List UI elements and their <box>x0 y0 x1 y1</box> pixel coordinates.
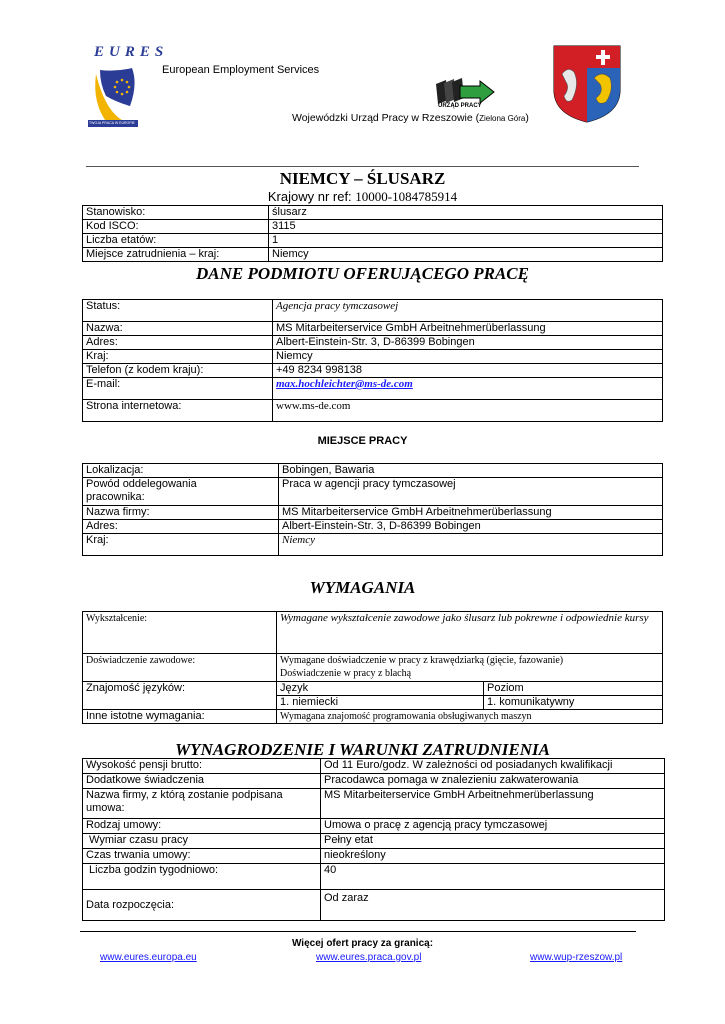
signing-label-line2: umowa: <box>86 802 125 814</box>
conditions-row-start <box>83 890 665 921</box>
workplace-row-country <box>83 534 663 556</box>
conditions-row-duration <box>83 849 665 864</box>
footer-more-offers: Więcej ofert pracy za granicą: <box>291 938 434 949</box>
regional-office-end: ) <box>525 112 529 124</box>
workplace-row-reason <box>83 478 663 506</box>
reason-label-line1: Powód oddelegowania <box>86 478 197 490</box>
employer-row-status <box>83 300 663 322</box>
urzad-pracy-logo <box>430 78 496 112</box>
regional-office-name: Wojewódzki Urząd Pracy w Rzeszowie ( <box>292 112 480 124</box>
contract-type-value: Umowa o pracę z agencją pracy tymczasowej <box>321 819 665 834</box>
phone-value: +49 8234 998138 <box>273 364 663 378</box>
header-divider <box>86 166 639 167</box>
employer-row-country <box>83 350 663 364</box>
experience-line2: Doświadczenie w pracy z blachą <box>280 668 412 679</box>
summary-row <box>83 248 663 262</box>
employer-row-name <box>83 322 663 336</box>
status-label: Status: <box>83 300 273 322</box>
education-value: Wymagane wykształcenie zawodowe jako ślusarz lub pokrewne i odpowiednie kursy <box>277 612 663 654</box>
email-label: E-mail: <box>83 378 273 400</box>
signing-label <box>83 789 321 819</box>
requirements-row-languages-header <box>83 682 663 696</box>
name-value: MS Mitarbeiterservice GmbH Arbeitnehmerüberlassung <box>273 322 663 336</box>
language-value: 1. niemiecki <box>277 696 484 710</box>
signing-value: MS Mitarbeiterservice GmbH Arbeitnehmerüberlassung <box>321 789 665 819</box>
reason-label <box>83 478 279 506</box>
workplace-row-company <box>83 506 663 520</box>
employer-row-email <box>83 378 663 400</box>
workplace-country-value: Niemcy <box>279 534 663 556</box>
footer-link-eures-praca[interactable]: www.eures.praca.gov.pl <box>316 952 422 963</box>
conditions-row-salary <box>83 759 665 774</box>
benefits-value: Pracodawca pomaga w znalezieniu zakwaterowania <box>321 774 665 789</box>
summary-label: Stanowisko: <box>83 206 269 220</box>
website-value: www.ms-de.com <box>273 400 663 422</box>
conditions-row-benefits <box>83 774 665 789</box>
crest-icon <box>550 44 624 124</box>
work-time-label: Wymiar czasu pracy <box>83 834 321 849</box>
start-label: Data rozpoczęcia: <box>83 890 321 921</box>
summary-value: 1 <box>269 234 663 248</box>
summary-row <box>83 220 663 234</box>
regional-office-city: Zielona Góra <box>479 114 526 123</box>
name-label: Nazwa: <box>83 322 273 336</box>
reason-value: Praca w agencji pracy tymczasowej <box>279 478 663 506</box>
requirements-table <box>82 611 663 724</box>
company-value: MS Mitarbeiterservice GmbH Arbeitnehmerüberlassung <box>279 506 663 520</box>
workplace-table <box>82 463 663 556</box>
email-link[interactable]: max.hochleichter@ms-de.com <box>273 378 663 400</box>
page-title: NIEMCY – ŚLUSARZ <box>279 169 446 188</box>
phone-label: Telefon (z kodem kraju): <box>83 364 273 378</box>
conditions-row-weekly-hours <box>83 864 665 890</box>
employer-row-address <box>83 336 663 350</box>
conditions-row-work-time <box>83 834 665 849</box>
country-value: Niemcy <box>273 350 663 364</box>
employer-table <box>82 299 663 422</box>
summary-label: Liczba etatów: <box>83 234 269 248</box>
eures-caption: TWOJA PRACA W EUROPIE <box>89 121 135 125</box>
work-time-value: Pełny etat <box>321 834 665 849</box>
location-label: Lokalizacja: <box>83 464 279 478</box>
country-label: Kraj: <box>83 350 273 364</box>
salary-value: Od 11 Euro/godz. W zależności od posiadanych kwalifikacji <box>321 759 665 774</box>
urzad-logo-text: URZĄD PRACY <box>438 103 482 109</box>
regional-office <box>292 112 529 124</box>
requirements-row-other <box>83 710 663 724</box>
languages-label: Znajomość języków: <box>83 682 277 710</box>
salary-label: Wysokość pensji brutto: <box>83 759 321 774</box>
workplace-heading: MIEJSCE PRACY <box>317 435 408 447</box>
address-value: Albert-Einstein-Str. 3, D-86399 Bobingen <box>273 336 663 350</box>
summary-table <box>82 205 663 262</box>
experience-line1: Wymagane doświadczenie w pracy z krawędziarką (gięcie, fazowanie) <box>280 655 564 666</box>
conditions-row-signing <box>83 789 665 819</box>
summary-label: Miejsce zatrudnienia – kraj: <box>83 248 269 262</box>
workplace-address-value: Albert-Einstein-Str. 3, D-86399 Bobingen <box>279 520 663 534</box>
start-value: Od zaraz <box>321 890 665 921</box>
summary-value: Niemcy <box>269 248 663 262</box>
conditions-row-contract-type <box>83 819 665 834</box>
other-value: Wymagana znajomość programowania obsługiwanych maszyn <box>277 710 663 724</box>
requirements-heading: WYMAGANIA <box>309 578 416 597</box>
website-label: Strona internetowa: <box>83 400 273 422</box>
summary-row <box>83 206 663 220</box>
education-label: Wykształcenie: <box>83 612 277 654</box>
language-column-header: Język <box>277 682 484 696</box>
employer-row-phone <box>83 364 663 378</box>
duration-label: Czas trwania umowy: <box>83 849 321 864</box>
footer-divider <box>80 931 636 932</box>
other-label: Inne istotne wymagania: <box>83 710 277 724</box>
org-name: European Employment Services <box>162 64 320 76</box>
workplace-row-address <box>83 520 663 534</box>
reference-number <box>0 189 725 205</box>
benefits-label: Dodatkowe świadczenia <box>83 774 321 789</box>
reason-label-line2: pracownika: <box>86 491 145 503</box>
status-value: Agencja pracy tymczasowej <box>273 300 663 322</box>
weekly-hours-label: Liczba godzin tygodniowo: <box>83 864 321 890</box>
footer-link-eures-europa[interactable]: www.eures.europa.eu <box>100 952 197 963</box>
experience-value <box>277 654 663 682</box>
summary-row <box>83 234 663 248</box>
address-label: Adres: <box>83 336 273 350</box>
requirements-row-experience <box>83 654 663 682</box>
conditions-heading: WYNAGRODZENIE I WARUNKI ZATRUDNIENIA <box>175 740 550 759</box>
eures-wordmark: EURES <box>94 44 169 60</box>
employer-row-website <box>83 400 663 422</box>
conditions-table <box>82 758 665 921</box>
footer-link-wup-rzeszow[interactable]: www.wup-rzeszow.pl <box>530 952 623 963</box>
company-label: Nazwa firmy: <box>83 506 279 520</box>
level-column-header: Poziom <box>484 682 663 696</box>
summary-value: 3115 <box>269 220 663 234</box>
eures-logo <box>86 44 169 134</box>
level-value: 1. komunikatywny <box>484 696 663 710</box>
weekly-hours-value: 40 <box>321 864 665 890</box>
regional-crest <box>550 44 624 124</box>
reference-value: 10000-1084785914 <box>355 189 458 204</box>
experience-label: Doświadczenie zawodowe: <box>83 654 277 682</box>
duration-value: nieokreślony <box>321 849 665 864</box>
workplace-address-label: Adres: <box>83 520 279 534</box>
summary-label: Kod ISCO: <box>83 220 269 234</box>
workplace-country-label: Kraj: <box>83 534 279 556</box>
requirements-row-education <box>83 612 663 654</box>
location-value: Bobingen, Bawaria <box>279 464 663 478</box>
signing-label-line1: Nazwa firmy, z którą zostanie podpisana <box>86 789 283 801</box>
contract-type-label: Rodzaj umowy: <box>83 819 321 834</box>
workplace-row-location <box>83 464 663 478</box>
summary-value: ślusarz <box>269 206 663 220</box>
reference-label: Krajowy nr ref: <box>267 189 356 204</box>
employer-heading: DANE PODMIOTU OFERUJĄCEGO PRACĘ <box>196 264 529 283</box>
